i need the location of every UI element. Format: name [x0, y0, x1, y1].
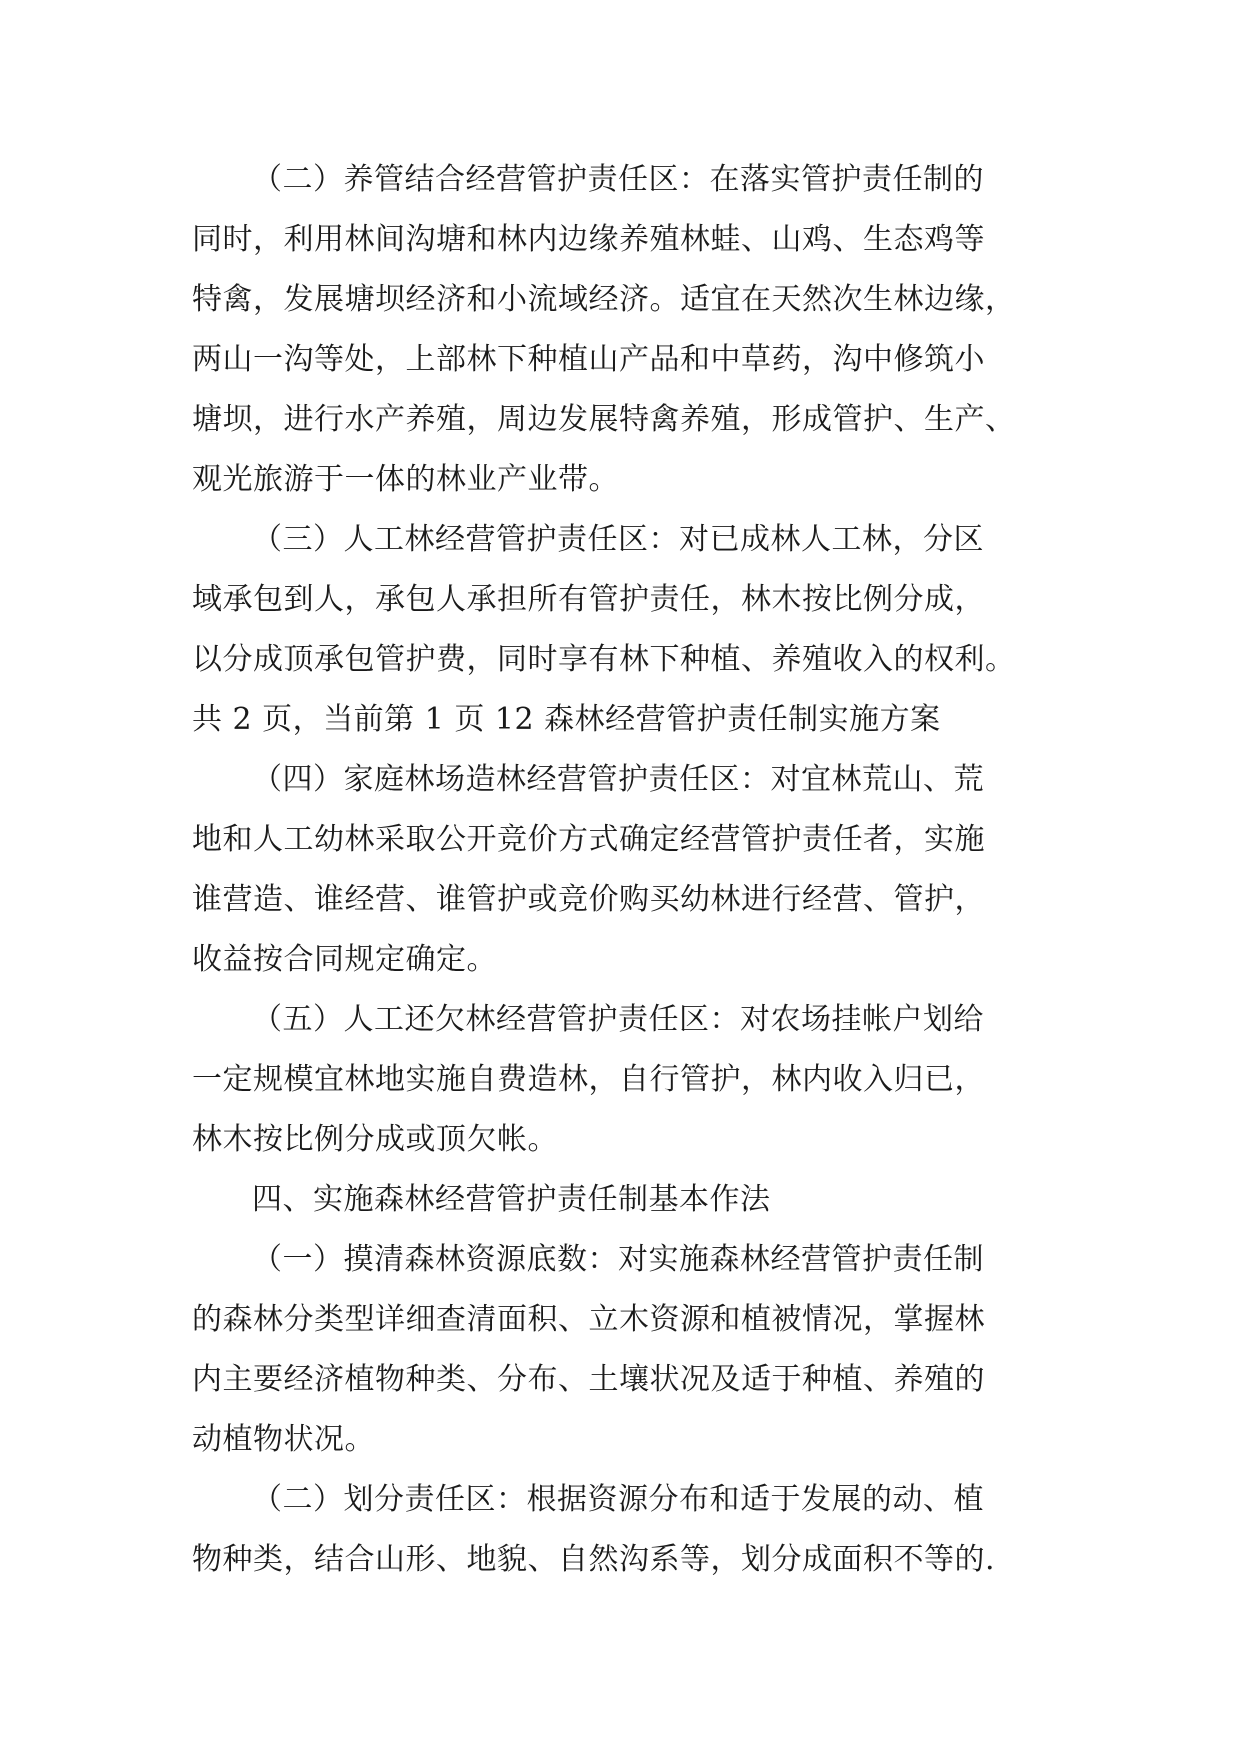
paragraph-line: 域承包到人，承包人承担所有管护责任，林木按比例分成，: [192, 582, 985, 617]
paragraph-line: 谁营造、谁经营、谁管护或竞价购买幼林进行经营、管护，: [192, 882, 985, 917]
paragraph-line: （一）摸清森林资源底数：对实施森林经营管护责任制: [252, 1242, 984, 1277]
paragraph-line: 塘坝，进行水产养殖，周边发展特禽养殖，形成管护、生产、: [192, 402, 1016, 437]
paragraph-line: （五）人工还欠林经营管护责任区：对农场挂帐户划给: [252, 1002, 984, 1037]
paragraph-line: （三）人工林经营管护责任区：对已成林人工林，分区: [252, 522, 984, 557]
paragraph-line: 观光旅游于一体的林业产业带。: [192, 462, 619, 497]
paragraph-line: 以分成顶承包管护费，同时享有林下种植、养殖收入的权利。: [192, 642, 1016, 677]
paragraph-line: 动植物状况。: [192, 1422, 375, 1457]
paragraph-line: 内主要经济植物种类、分布、土壤状况及适于种植、养殖的: [192, 1362, 985, 1397]
section-heading: 四、实施森林经营管护责任制基本作法: [252, 1182, 771, 1217]
paragraph-line: 一定规模宜林地实施自费造林，自行管护，林内收入归已，: [192, 1062, 985, 1097]
paragraph-line: 特禽，发展塘坝经济和小流域经济。适宜在天然次生林边缘，: [192, 282, 1016, 317]
paragraph-line: 收益按合同规定确定。: [192, 942, 497, 977]
document-page: [192, 150, 1072, 1590]
paragraph-line: （二）划分责任区：根据资源分布和适于发展的动、植: [252, 1482, 984, 1517]
paragraph-line: 的森林分类型详细查清面积、立木资源和植被情况，掌握林: [192, 1302, 985, 1337]
paragraph-line: 林木按比例分成或顶欠帐。: [192, 1122, 558, 1157]
page-footer-line: 共 2 页，当前第 1 页 12 森林经营管护责任制实施方案: [192, 702, 941, 737]
paragraph-line: 两山一沟等处，上部林下种植山产品和中草药，沟中修筑小: [192, 342, 985, 377]
paragraph-line: 物种类，结合山形、地貌、自然沟系等，划分成面积不等的.: [192, 1542, 996, 1577]
paragraph-line: 地和人工幼林采取公开竞价方式确定经营管护责任者，实施: [192, 822, 985, 857]
paragraph-line: 同时，利用林间沟塘和林内边缘养殖林蛙、山鸡、生态鸡等: [192, 222, 985, 257]
paragraph-line: （二）养管结合经营管护责任区：在落实管护责任制的: [252, 162, 984, 197]
paragraph-line: （四）家庭林场造林经营管护责任区：对宜林荒山、荒: [252, 762, 984, 797]
